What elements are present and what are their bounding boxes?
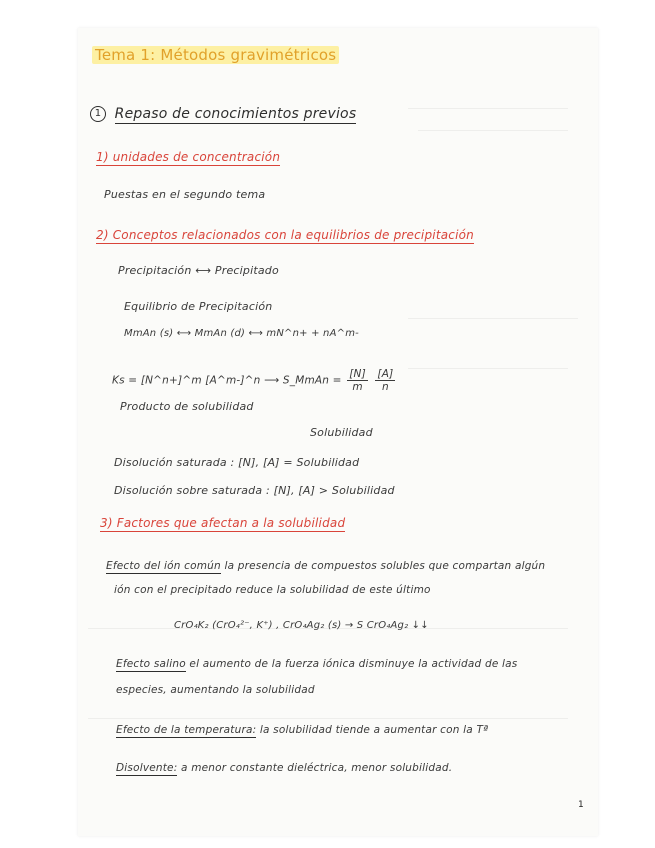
- ion-comun-equation: CrO₄K₂ (CrO₄²⁻, K⁺) , CrO₄Ag₂ (s) → S CrO₄Ag₂ ↓↓: [174, 620, 429, 631]
- sobresaturada-line: Disolución sobre saturada : [N], [A] > Solubilidad: [114, 484, 395, 497]
- temperatura-line: Efecto de la temperatura: la solubilidad tiende a aumentar con la Tª: [116, 724, 489, 736]
- producto-label: Producto de solubilidad: [120, 400, 254, 413]
- section-heading-1: [90, 106, 356, 122]
- equilibrium-line: Equilibrio de Precipitación: [124, 300, 273, 313]
- page-title: Tema 1: Métodos gravimétricos: [92, 46, 339, 64]
- ks-arrow: ⟶ S_MmAn =: [264, 374, 342, 387]
- ion-comun-line1: Efecto del ión común la presencia de compuestos solubles que compartan algún: [106, 560, 546, 572]
- section-number-circle: 1: [90, 106, 106, 122]
- bleed-line: [418, 130, 568, 131]
- section-heading-text: Repaso de conocimientos previos: [114, 106, 357, 122]
- disolvente-line: Disolvente: a menor constante dieléctrica, menor solubilidad.: [116, 762, 453, 774]
- subheading-1: 1) unidades de concentración: [96, 150, 281, 164]
- subheading-2: 2) Conceptos relacionados con la equilibrios de precipitación: [96, 228, 474, 242]
- bleed-line: [408, 318, 578, 319]
- disolvente-label: Disolvente:: [116, 762, 178, 774]
- ion-comun-line2: ión con el precipitado reduce la solubilidad de este último: [114, 584, 431, 596]
- precip-line: Precipitación ⟷ Precipitado: [118, 264, 279, 277]
- ks-left: Ks = [N^n+]^m [A^m-]^n: [112, 374, 261, 387]
- temperatura-label: Efecto de la temperatura:: [116, 724, 257, 736]
- subheading-3: 3) Factores que afectan a la solubilidad: [100, 516, 346, 530]
- bleed-line: [88, 718, 568, 719]
- sub1-text: Puestas en el segundo tema: [104, 188, 266, 201]
- ion-comun-label: Efecto del ión común: [106, 560, 221, 572]
- notebook-page: [78, 28, 598, 836]
- page-number: 1: [578, 800, 584, 810]
- ks-expression: [112, 368, 397, 393]
- solubilidad-label: Solubilidad: [310, 426, 373, 439]
- fraction-cation: $\frac{[N]}{m}$: [349, 368, 366, 393]
- salino-line2: especies, aumentando la solubilidad: [116, 684, 315, 696]
- bleed-line: [408, 108, 568, 109]
- reaction-equation: MmAn (s) ⟷ MmAn (d) ⟷ mN^n+ + nA^m-: [124, 328, 359, 339]
- saturada-line: Disolución saturada : [N], [A] = Solubilidad: [114, 456, 360, 469]
- salino-line1: Efecto salino el aumento de la fuerza iónica disminuye la actividad de las: [116, 658, 518, 670]
- bleed-line: [408, 368, 568, 369]
- salino-label: Efecto salino: [116, 658, 186, 670]
- fraction-anion: $\frac{[A]}{n}$: [377, 368, 394, 393]
